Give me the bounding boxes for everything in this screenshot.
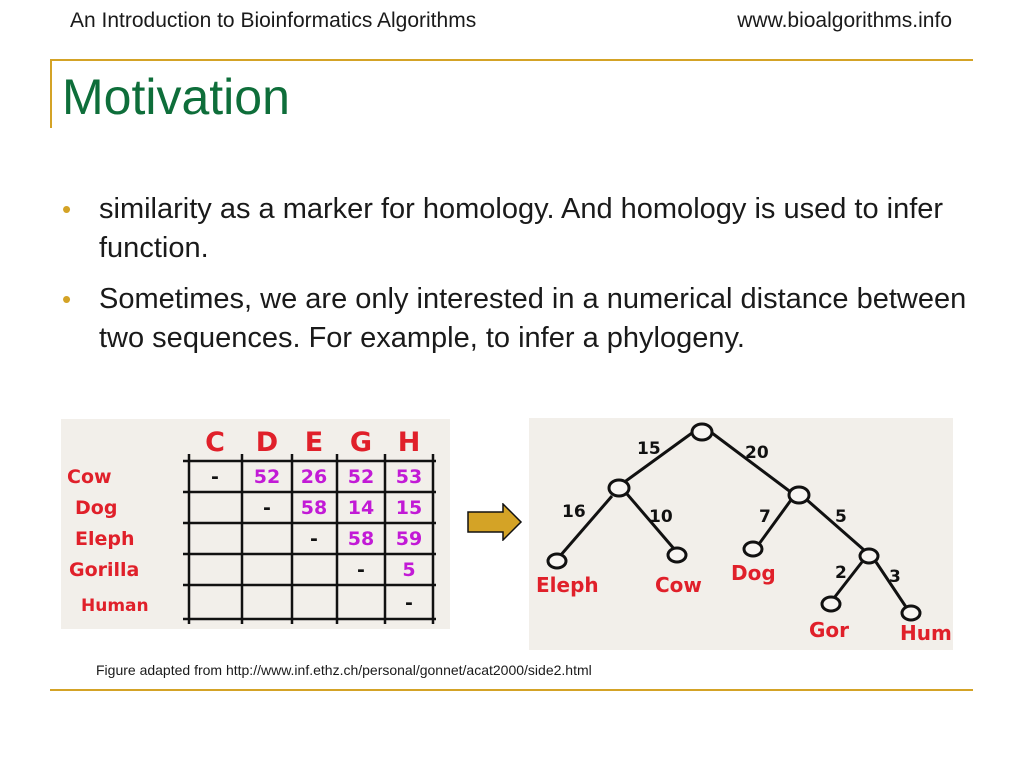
branch-length-label: 5 xyxy=(835,507,847,527)
matrix-cell: 59 xyxy=(395,528,423,550)
matrix-cell: 5 xyxy=(402,559,416,581)
matrix-row-label: Cow xyxy=(67,466,112,488)
branch-length-label: 7 xyxy=(759,507,771,527)
bullet-marker: • xyxy=(62,284,72,314)
matrix-cell: 26 xyxy=(300,466,328,488)
matrix-cell: - xyxy=(405,592,413,614)
bullet-marker: • xyxy=(62,194,72,224)
header-course-title: An Introduction to Bioinformatics Algorithms xyxy=(70,9,477,32)
matrix-cell: 15 xyxy=(395,497,423,519)
tree-leaf-label: Cow xyxy=(655,573,702,597)
matrix-cell: 52 xyxy=(253,466,281,488)
header-website: www.bioalgorithms.info xyxy=(737,9,952,32)
phylogenetic-tree-drawing xyxy=(529,418,953,650)
tree-nodes xyxy=(548,424,920,620)
matrix-cell: 58 xyxy=(347,528,375,550)
branch-length-label: 3 xyxy=(889,567,901,587)
tree-leaf-label: Gor xyxy=(809,618,850,642)
matrix-col-label: D xyxy=(255,427,279,458)
phylogenetic-tree-figure xyxy=(529,418,953,650)
matrix-col-label: G xyxy=(349,427,373,458)
matrix-row-label: Human xyxy=(81,596,149,616)
matrix-cell: - xyxy=(263,497,271,519)
figure-caption: Figure adapted from http://www.inf.ethz.ch/personal/gonnet/acat2000/side2.html xyxy=(96,662,592,678)
branch-length-label: 20 xyxy=(745,443,769,463)
matrix-cell: 14 xyxy=(347,497,375,519)
matrix-row-label: Gorilla xyxy=(69,559,140,581)
matrix-col-label: E xyxy=(304,427,324,458)
matrix-col-label: C xyxy=(205,427,225,458)
branch-length-label: 2 xyxy=(835,563,847,583)
bullet-text: similarity as a marker for homology. And homology is used to infer function. xyxy=(99,193,944,264)
matrix-cell: 58 xyxy=(300,497,328,519)
matrix-cell: 53 xyxy=(395,466,423,488)
tree-leaf-label: Hum xyxy=(900,621,952,645)
right-arrow-icon xyxy=(467,503,523,541)
bullet-list xyxy=(62,190,972,370)
matrix-row-label: Eleph xyxy=(75,528,135,550)
footer-rule xyxy=(50,689,973,691)
matrix-cell: 52 xyxy=(347,466,375,488)
bullet-text: Sometimes, we are only interested in a numerical distance between two sequences. For example, to infer a phylogeny. xyxy=(99,283,967,354)
distance-matrix-drawing xyxy=(61,419,450,629)
matrix-cell: - xyxy=(310,528,318,550)
title-side-rule xyxy=(50,59,52,128)
matrix-cell: - xyxy=(357,559,365,581)
branch-length-label: 15 xyxy=(637,439,661,459)
distance-matrix-figure xyxy=(61,419,450,629)
bullet-item xyxy=(62,280,972,358)
matrix-col-label: H xyxy=(397,427,421,458)
branch-length-label: 16 xyxy=(562,502,586,522)
tree-leaf-label: Dog xyxy=(731,561,776,585)
tree-leaf-label: Eleph xyxy=(536,573,599,597)
matrix-row-label: Dog xyxy=(75,497,118,519)
matrix-cell: - xyxy=(211,466,219,488)
title-top-rule xyxy=(50,59,973,61)
slide-title: Motivation xyxy=(62,69,290,125)
bullet-item xyxy=(62,190,972,268)
branch-length-label: 10 xyxy=(649,507,673,527)
